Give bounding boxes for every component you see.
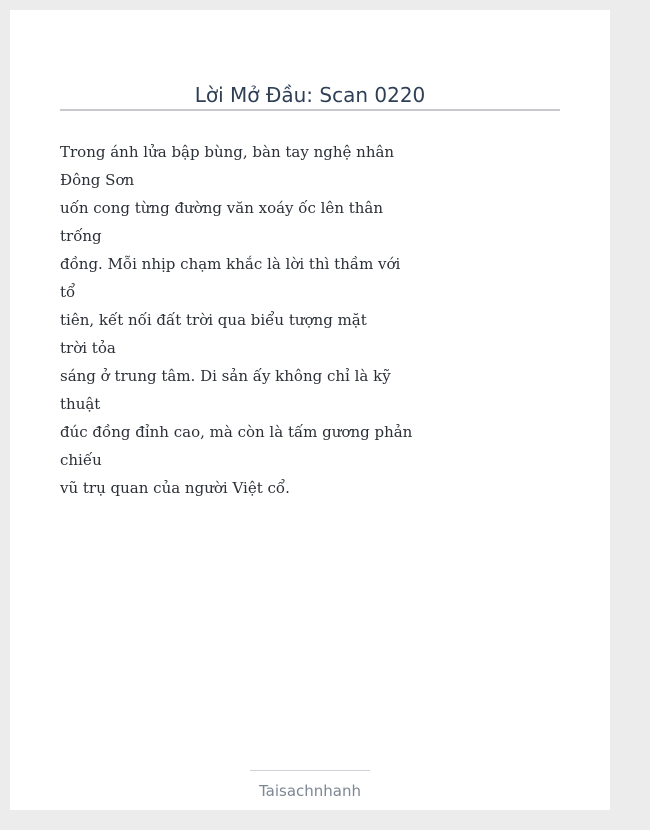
body-line: tổ <box>60 283 76 301</box>
body-line: đúc đồng đỉnh cao, mà còn là tấm gương phản <box>60 423 413 441</box>
body-line: thuật <box>60 395 101 413</box>
body-text <box>60 138 413 502</box>
body-line: tiên, kết nối đất trời qua biểu tượng mặt <box>60 311 367 329</box>
footer-divider <box>250 770 370 771</box>
body-line: chiếu <box>60 451 102 469</box>
body-line: sáng ở trung tâm. Di sản ấy không chỉ là kỹ <box>60 367 391 385</box>
body-line: trời tỏa <box>60 339 116 357</box>
body-line: đồng. Mỗi nhịp chạm khắc là lời thì thầm với <box>60 255 401 273</box>
body-line: Đông Sơn <box>60 171 135 189</box>
title-divider <box>60 109 560 111</box>
body-line: Trong ánh lửa bập bùng, bàn tay nghệ nhân <box>60 143 395 161</box>
document-page <box>10 10 610 810</box>
page-title: Lời Mở Đầu: Scan 0220 <box>194 83 426 107</box>
body-line: vũ trụ quan của người Việt cổ. <box>60 479 290 497</box>
body-line: uốn cong từng đường văn xoáy ốc lên thân <box>60 199 384 217</box>
footer-source: Taisachnhanh <box>258 782 362 800</box>
body-line: trống <box>60 227 102 245</box>
